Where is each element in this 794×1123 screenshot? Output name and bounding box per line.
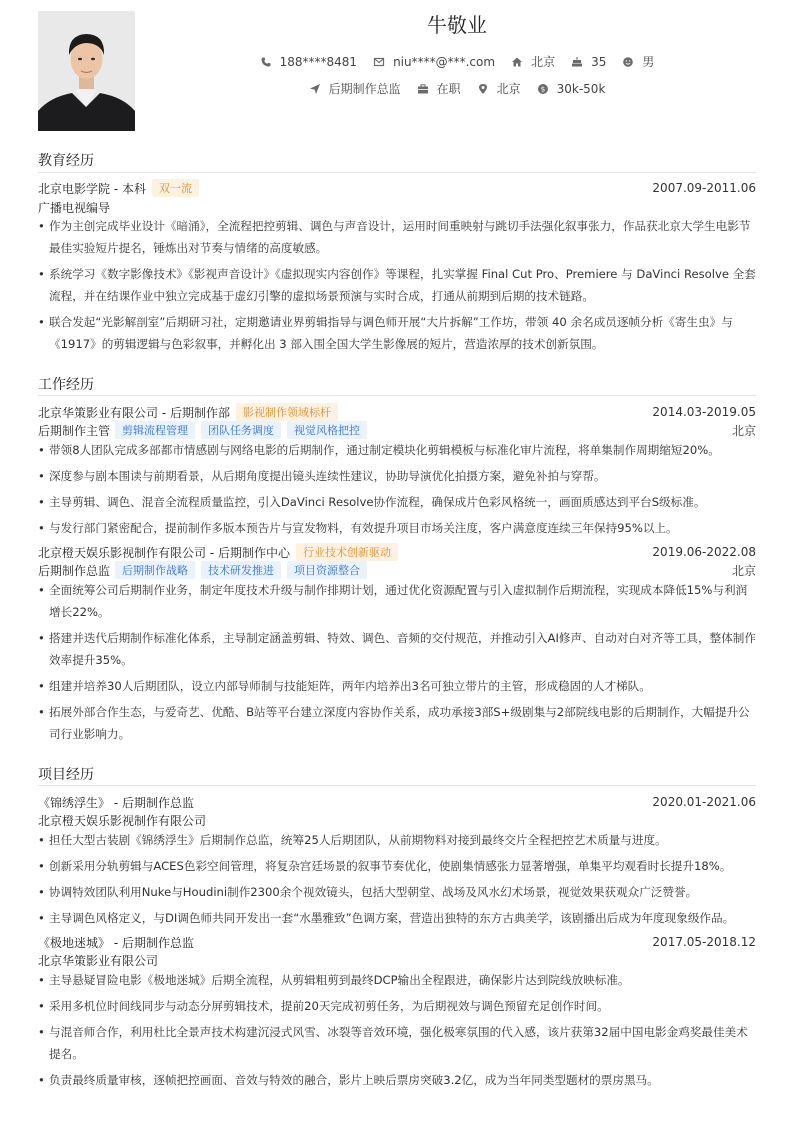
- gender-item: [622, 53, 654, 70]
- list-item: • 主导悬疑冒险电影《极地迷城》后期全流程，从剪辑粗剪到最终DCP输出全程跟进，确保影片达到院线放映标准。: [38, 969, 756, 991]
- job-period: 2014.03-2019.05: [652, 405, 756, 419]
- list-item: • 协调特效团队利用Nuke与Houdini制作2300余个视效镜头，包括大型朝堂、战场及风水幻术场景，视觉效果获观众广泛赞誉。: [38, 881, 756, 903]
- phone-item: [260, 55, 357, 69]
- salary-icon: [537, 83, 549, 95]
- contact-info-row: [160, 53, 754, 70]
- section-divider: [38, 785, 756, 786]
- job-status-item: [417, 80, 461, 97]
- education-bullets: [38, 215, 756, 359]
- company-tag: 影视制作领域标杆: [236, 403, 338, 421]
- gender-text: 男: [642, 55, 655, 69]
- project-org: 北京华策影业有限公司: [38, 954, 159, 968]
- phone-icon: [260, 56, 272, 68]
- job-role: 后期制作主管: [38, 423, 111, 438]
- target-position-text: 后期制作总监: [328, 82, 401, 96]
- project-period: 2017.05-2018.12: [652, 935, 756, 949]
- age-text: 35: [591, 54, 607, 69]
- briefcase-icon: [417, 83, 429, 95]
- section-divider: [38, 172, 756, 173]
- job-city: 北京: [731, 563, 756, 578]
- phone-text: 188****8481: [279, 54, 358, 69]
- job-bullets: [38, 579, 756, 749]
- list-item: • 系统学习《数字影像技术》《影视声音设计》《虚拟现实内容创作》等课程，扎实掌握 Final Cut Pro、Premiere 与 DaVinci Resolve 全套流程，并在结课作业中独立完成基于虚幻引擎的虚拟场景预演与实时合成，打通从前期到后期的技术链路。: [38, 263, 756, 307]
- list-item: • 与发行部门紧密配合，提前制作多版本预告片与宣发物料，有效提升项目市场关注度，客户满意度连续三年保持95%以上。: [38, 517, 756, 539]
- education-section-title: 教育经历: [38, 153, 94, 169]
- project-bullets: [38, 969, 756, 1095]
- job-entry-header: [38, 404, 756, 420]
- list-item: • 带领8人团队完成多部都市情感剧与网络电影的后期制作，通过制定模块化剪辑模板与标准化审片流程，将单集制作周期缩短20%。: [38, 439, 756, 461]
- job-status-text: 在职: [436, 82, 461, 96]
- company-name: 北京华策影业有限公司 - 后期制作部: [38, 405, 230, 420]
- mail-icon: [373, 56, 385, 68]
- list-item: • 主导调色风格定义，与DI调色师共同开发出一套“水墨雅致”色调方案，营造出独特的东方古典美学，该剧播出后成为年度现象级作品。: [38, 907, 756, 929]
- list-item: • 采用多机位时间线同步与动态分屏剪辑技术，提前20天完成初剪任务，为后期视效与调色预留充足创作时间。: [38, 995, 756, 1017]
- school-tag: 双一流: [152, 179, 199, 197]
- skill-tag: 视觉风格把控: [287, 421, 367, 439]
- candidate-name: 牛敬业: [427, 13, 487, 37]
- email-item: [373, 55, 495, 69]
- project-name: 《极地迷城》 - 后期制作总监: [38, 935, 194, 950]
- salary-text: 30k-50k: [556, 81, 606, 96]
- gender-icon: [622, 56, 634, 68]
- age-item: [571, 55, 606, 69]
- profile-photo: [38, 11, 135, 131]
- company-name: 北京橙天娱乐影视制作有限公司 - 后期制作中心: [38, 545, 290, 560]
- education-period: 2007.09-2011.06: [652, 181, 756, 195]
- target-city-text: 北京: [496, 82, 521, 96]
- job-entry-header: [38, 544, 756, 560]
- list-item: • 组建并培养30人后期团队，设立内部导师制与技能矩阵，两年内培养出3名可独立带片的主管，形成稳固的人才梯队。: [38, 675, 756, 697]
- job-bullets: [38, 439, 756, 543]
- send-icon: [309, 83, 321, 95]
- list-item: • 深度参与剧本围读与前期看景，从后期角度提出镜头连续性建议，协助导演优化拍摄方案，避免补拍与穿帮。: [38, 465, 756, 487]
- job-role: 后期制作总监: [38, 563, 111, 578]
- skill-tag: 项目资源整合: [287, 561, 367, 579]
- job-period: 2019.06-2022.08: [652, 545, 756, 559]
- job-intent-row: [160, 80, 754, 97]
- list-item: • 全面统筹公司后期制作业务，制定年度技术升级与制作排期计划，通过优化资源配置与引入虚拟制作后期流程，实现成本降低15%与利润增长22%。: [38, 579, 756, 623]
- svg-text:$: $: [540, 85, 545, 94]
- list-item: • 主导剪辑、调色、混音全流程质量监控，引入DaVinci Resolve协作流程，确保成片色彩风格统一，画面质感达到平台S级标准。: [38, 491, 756, 513]
- list-item: • 作为主创完成毕业设计《暗涌》，全流程把控剪辑、调色与声音设计，运用时间重映射与跳切手法强化叙事张力，作品获北京大学生电影节最佳实验短片提名，锤炼出对节奏与情绪的高度敏感。: [38, 215, 756, 259]
- list-item: • 联合发起“光影解剖室”后期研习社，定期邀请业界剪辑指导与调色师开展“大片拆解”工作坊，带领 40 余名成员逐帧分析《寄生虫》与《1917》的剪辑逻辑与色彩叙事，并孵化出 3 部入围全国大学生影像展的短片，营造浓厚的技术创新氛围。: [38, 311, 756, 355]
- list-item: • 搭建并迭代后期制作标准化体系，主导制定涵盖剪辑、特效、调色、音频的交付规范，并推动引入AI修声、自动对白对齐等工具，整体制作效率提升35%。: [38, 627, 756, 671]
- work-section-title: 工作经历: [38, 377, 94, 393]
- company-tag: 行业技术创新驱动: [296, 543, 398, 561]
- job-role-row: [38, 422, 756, 438]
- skill-tag: 技术研发推进: [201, 561, 281, 579]
- home-icon: [511, 56, 523, 68]
- project-bullets: [38, 829, 756, 933]
- list-item: • 担任大型古装剧《锦绣浮生》后期制作总监，统筹25人后期团队，从前期物料对接到最终交片全程把控艺术质量与进度。: [38, 829, 756, 851]
- list-item: • 与混音师合作，利用杜比全景声技术构建沉浸式风雪、冰裂等音效环境，强化极寒氛围的代入感，该片获第32届中国电影金鸡奖最佳美术提名。: [38, 1021, 756, 1065]
- project-entry-header: [38, 934, 756, 950]
- project-entry-header: [38, 794, 756, 810]
- list-item: • 创新采用分轨剪辑与ACES色彩空间管理，将复杂宫廷场景的叙事节奏优化，使剧集情感张力显著增强，单集平均观看时长提升18%。: [38, 855, 756, 877]
- job-city: 北京: [731, 423, 756, 438]
- skill-tag: 剪辑流程管理: [115, 421, 195, 439]
- target-city-item: [477, 80, 521, 97]
- project-name: 《锦绣浮生》 - 后期制作总监: [38, 795, 194, 810]
- project-period: 2020.01-2021.06: [652, 795, 756, 809]
- education-entry-header: [38, 180, 756, 196]
- residence-text: 北京: [531, 55, 556, 69]
- cake-icon: [571, 56, 583, 68]
- residence-item: [511, 53, 555, 70]
- project-org: 北京橙天娱乐影视制作有限公司: [38, 814, 207, 828]
- school-name: 北京电影学院 - 本科: [38, 181, 146, 196]
- job-role-row: [38, 562, 756, 578]
- list-item: • 拓展外部合作生态，与爱奇艺、优酷、B站等平台建立深度内容协作关系，成功承接3部S+级剧集与2部院线电影的后期制作，大幅提升公司行业影响力。: [38, 701, 756, 745]
- email-text: niu****@***.com: [393, 54, 496, 69]
- target-position-item: [309, 80, 401, 97]
- skill-tag: 团队任务调度: [201, 421, 281, 439]
- major: 广播电视编导: [38, 201, 111, 215]
- location-pin-icon: [477, 83, 489, 95]
- list-item: • 负责最终质量审核，逐帧把控画面、音效与特效的融合，影片上映后票房突破3.2亿，成为当年同类型题材的票房黑马。: [38, 1069, 756, 1091]
- projects-section-title: 项目经历: [38, 767, 94, 783]
- skill-tag: 后期制作战略: [115, 561, 195, 579]
- salary-item: [537, 82, 606, 96]
- section-divider: [38, 395, 756, 396]
